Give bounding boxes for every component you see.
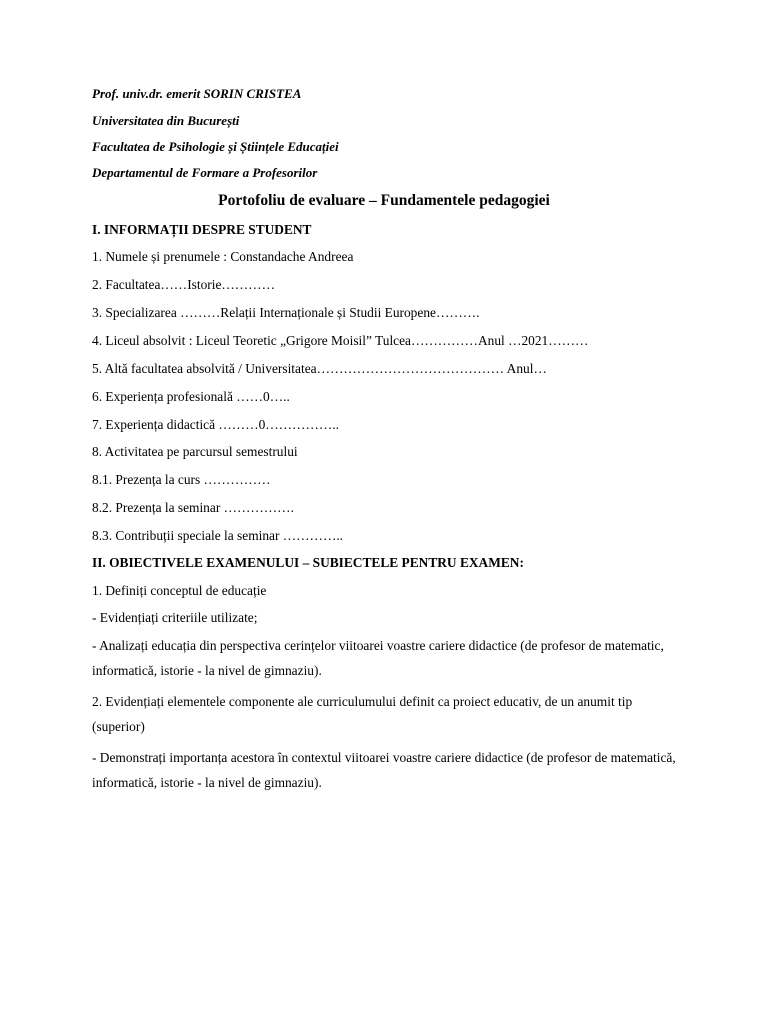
exam-item-1-analysis: - Analizați educația din perspectiva cerințelor viitoarei voastre cariere didactice (de profesor de matematic, informatică, istorie - la nivel de gimnaziu). — [92, 638, 664, 678]
exam-item-2: 2. Evidențiați elementele componente ale curriculumului definit ca proiect educativ, de un anumit tip (superior) — [92, 694, 633, 734]
department-line: Departamentul de Formare a Profesorilor — [92, 165, 318, 180]
faculty-field-line: 2. Facultatea……Istorie………… — [92, 277, 275, 292]
faculty-line: Facultatea de Psihologie și Științele Educației — [92, 139, 339, 154]
author-line: Prof. univ.dr. emerit SORIN CRISTEA — [92, 86, 302, 101]
section-1-heading: I. INFORMAȚII DESPRE STUDENT — [92, 222, 312, 237]
course-attendance-line: 8.1. Prezența la curs …………… — [92, 472, 271, 487]
exam-item-1: 1. Definiți conceptul de educație — [92, 583, 267, 598]
high-school-line: 4. Liceul absolvit : Liceul Teoretic „Grigore Moisil” Tulcea……………Anul …2021……… — [92, 333, 589, 348]
professional-experience-line: 6. Experiența profesională ……0….. — [92, 389, 290, 404]
seminar-attendance-line: 8.2. Prezența la seminar ……………. — [92, 500, 294, 515]
document-title: Portofoliu de evaluare – Fundamentele pedagogiei — [218, 192, 550, 209]
university-line: Universitatea din București — [92, 113, 240, 128]
other-faculty-line: 5. Altă facultatea absolvită / Universitatea…………………………………… Anul… — [92, 361, 547, 376]
exam-item-2-demonstration: - Demonstrați importanța acestora în contextul viitoarei voastre cariere didactice (de profesor de matematică, informatică, istorie - la nivel de gimnaziu). — [92, 750, 676, 790]
semester-activity-line: 8. Activitatea pe parcursul semestrului — [92, 444, 298, 459]
specialization-line: 3. Specializarea ………Relații Internaționale și Studii Europene………. — [92, 305, 480, 320]
seminar-contributions-line: 8.3. Contribuții speciale la seminar ………….. — [92, 528, 344, 543]
student-name-line: 1. Numele și prenumele : Constandache Andreea — [92, 249, 354, 264]
teaching-experience-line: 7. Experiența didactică ………0…………….. — [92, 417, 339, 432]
section-2-heading: II. OBIECTIVELE EXAMENULUI – SUBIECTELE PENTRU EXAMEN: — [92, 555, 524, 570]
exam-item-1-criteria: - Evidențiați criteriile utilizate; — [92, 610, 258, 625]
